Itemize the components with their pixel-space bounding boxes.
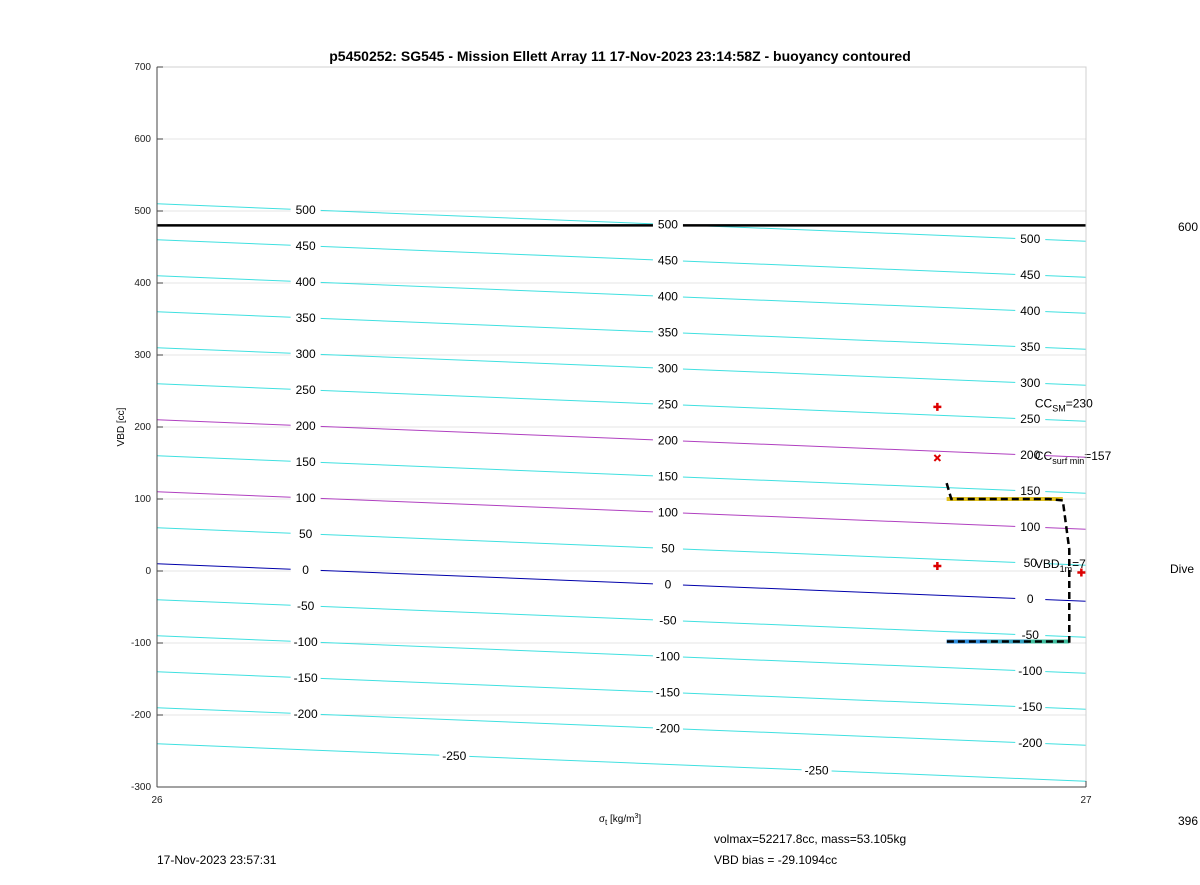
annotation-value: =230	[1065, 396, 1093, 411]
contour-label: 250	[657, 397, 678, 412]
y-tick-label: -100	[130, 638, 151, 649]
chart-title: p5450252: SG545 - Mission Ellett Array 11 17-Nov-2023 23:14:58Z - buoyancy contoured	[329, 48, 911, 64]
contour-label: 50	[1023, 555, 1037, 570]
y-tick-label: 300	[134, 350, 151, 361]
contour-label: 100	[295, 490, 316, 505]
x-axis-label-base: σ	[598, 814, 606, 825]
annotation-base: CC	[1034, 448, 1053, 463]
x-tick-label: 27	[1080, 795, 1092, 806]
contour-label: 50	[298, 526, 313, 541]
contour-label: 150	[657, 469, 678, 484]
x-tick-label: 26	[151, 795, 163, 806]
annotation-sub: SM	[1052, 403, 1066, 414]
contour-label: 0	[1026, 591, 1034, 606]
annotation-value: =157	[1084, 448, 1112, 463]
contour-label: -200	[293, 706, 318, 721]
y-axis-label: VBD [cc]	[116, 407, 127, 447]
side-label-dive: Dive	[1169, 562, 1194, 576]
contour-label: -100	[1018, 663, 1043, 678]
y-tick-label: 0	[145, 566, 151, 577]
y-tick-label: -300	[130, 782, 151, 793]
contour-label: 350	[1020, 339, 1041, 354]
contour-label: -250	[804, 763, 829, 778]
x-axis-label	[599, 813, 642, 827]
side-label-bottom: 396	[1177, 814, 1198, 828]
contour-label: 0	[302, 562, 309, 577]
contour-label: -200	[1018, 735, 1043, 750]
y-tick-label: -200	[130, 710, 151, 721]
contour-label: 350	[295, 310, 316, 325]
y-tick-label: 700	[134, 62, 151, 73]
contour-label: 400	[295, 274, 316, 289]
x-axis-label-sup: 3	[634, 813, 639, 820]
contour-label: -150	[293, 670, 318, 685]
contour-label: 200	[1020, 447, 1041, 462]
contour-label: -50	[296, 598, 315, 613]
contour-label: 150	[295, 454, 316, 469]
contour-label: 400	[1020, 303, 1041, 318]
contour-label: 450	[657, 253, 678, 268]
contour-label: 500	[1020, 231, 1041, 246]
contour-label: 50	[661, 541, 675, 556]
contour-label: 250	[1020, 411, 1041, 426]
annotation-sub: surf min	[1052, 455, 1085, 466]
contour-label: 400	[657, 289, 678, 304]
contour-label: 300	[657, 361, 678, 376]
contour-label: 500	[657, 217, 678, 232]
contour-label: -100	[655, 649, 680, 664]
side-label-top: 600	[1177, 220, 1198, 234]
footer-volmax-mass: volmax=52217.8cc, mass=53.105kg	[714, 832, 907, 846]
x-axis-label-sub: t	[605, 818, 608, 827]
y-tick-label: 600	[134, 134, 151, 145]
contour-label: -50	[659, 613, 677, 628]
contour-label: 150	[1020, 483, 1041, 498]
contour-label: 450	[295, 238, 316, 253]
contour-label: 0	[664, 577, 672, 592]
contour-label: 300	[1020, 375, 1041, 390]
annotation-base: VBD	[1034, 556, 1060, 571]
contour-label: 200	[295, 418, 316, 433]
x-axis-label-unit: [kg/m	[607, 814, 635, 825]
contour-label: 200	[657, 433, 678, 448]
y-tick-label: 200	[134, 422, 151, 433]
y-tick-label: 400	[134, 278, 151, 289]
contour-label: -50	[1021, 627, 1039, 642]
contour-label: -150	[1018, 699, 1043, 714]
annotation-value: =7	[1072, 556, 1086, 571]
contour-label: -100	[293, 634, 318, 649]
y-tick-label: 100	[134, 494, 151, 505]
x-axis-label-close: ]	[638, 814, 642, 825]
contour-label: 500	[295, 202, 316, 217]
contour-label: 250	[295, 382, 316, 397]
annotation-sub: 1m	[1059, 563, 1073, 574]
footer-vbd-bias: VBD bias = -29.1094cc	[714, 853, 838, 867]
contour-label: 350	[657, 325, 678, 340]
contour-label: -200	[655, 721, 680, 736]
contour-label: -250	[442, 748, 467, 763]
contour-label: -150	[655, 685, 680, 700]
y-tick-label: 500	[134, 206, 151, 217]
contour-label: 450	[1020, 267, 1041, 282]
annotation-base: CC	[1034, 396, 1053, 411]
contour-label: 100	[657, 505, 678, 520]
contour-label: 100	[1020, 519, 1041, 534]
footer-timestamp: 17-Nov-2023 23:57:31	[157, 853, 277, 867]
contour-label: 300	[295, 346, 316, 361]
